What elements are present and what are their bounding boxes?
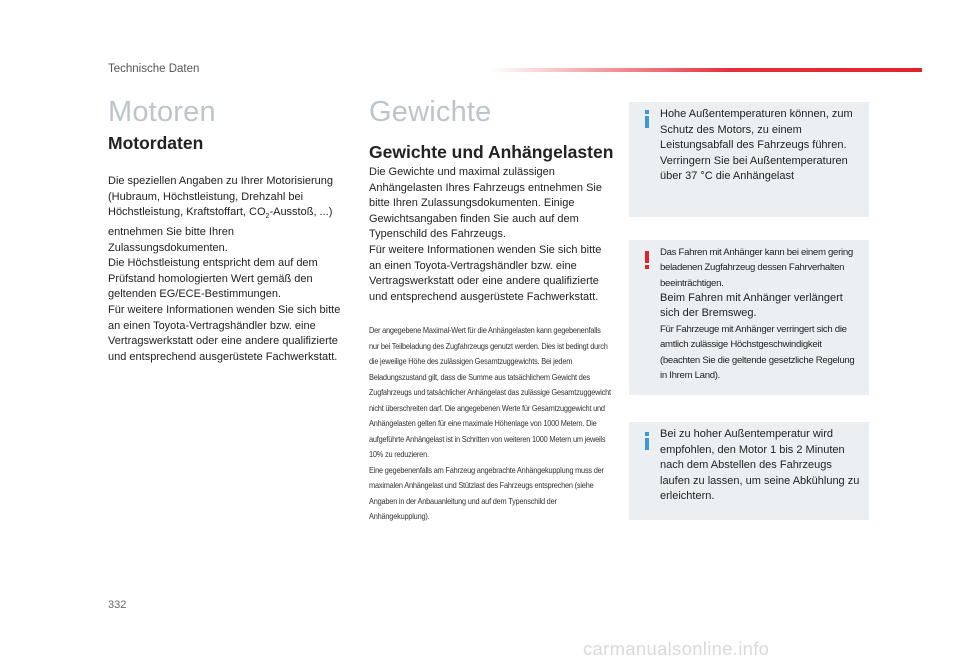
motordaten-heading: Motordaten bbox=[108, 133, 204, 153]
gewichte-para-2: Für weitere Informationen wenden Sie sich bitte an einen Toyota-Vertragshändler bzw. eine Vertragswerkstatt oder eine andere qualifizierte und entsprechend ausgerüstete Fachwerkstatt. bbox=[369, 243, 602, 303]
motordaten-para-2: Die Höchstleistung entspricht dem auf dem Prüfstand homologierten Wert gemäß den geltenden EG/ECE-Bestimmungen. bbox=[108, 257, 318, 301]
warning-icon bbox=[642, 251, 652, 269]
info-box-temperature-content bbox=[660, 107, 861, 185]
gewichte-title: Gewichte bbox=[369, 96, 492, 128]
warning-box-text-1: Das Fahren mit Anhänger kann bei einem gering beladenen Zugfahrzeug dessen Fahrverhalten beeinträchtigen. bbox=[660, 247, 853, 289]
fine-print-para-1: Der angegebene Maximal-Wert für die Anhängelasten kann gegebenenfalls nur bei Teilbeladung des Zugfahrzeugs genutzt werden. Dies ist bedingt durch die jeweilige Höhe des zulässigen Gesamtzuggewichts. Bei jedem Beladungszustand gilt, dass die Summe aus tatsächlichem Gewicht des Zugfahrzeugs und tatsächlicher Anhängelast das zulässige Gesamtzuggewicht nicht überschreiten darf. Die angegebenen Werte für Gesamtzuggewicht und Anhängelasten gelten für eine maximale Höhenlage von 1000 Metern. Die aufgeführte Anhängelast ist in Schritten von weiteren 1000 Metern um jeweils 10% zu reduzieren. bbox=[369, 325, 611, 459]
info-box-temperature-text: Hohe Außentemperaturen können, zum Schutz des Motors, zu einem Leistungsabfall des Fahrzeugs führen. Verringern Sie bei Außentemperaturen über 37 °C die Anhängelast bbox=[660, 108, 853, 183]
warning-box-text-3: Für Fahrzeuge mit Anhänger verringert sich die amtlich zulässige Höchstgeschwindigkeit (beachten Sie die geltende gesetzliche Regelung in Ihrem Land). bbox=[660, 324, 855, 381]
info-box-cooling bbox=[629, 422, 869, 520]
info-box-cooling-content bbox=[660, 427, 861, 505]
co2-subscript: 2 bbox=[265, 213, 270, 221]
warning-box-text-2: Beim Fahren mit Anhänger verlängert sich der Bremsweg. bbox=[660, 291, 843, 320]
gewichte-heading: Gewichte und Anhängelasten bbox=[369, 142, 614, 162]
gewichte-para-1: Die Gewichte und maximal zulässigen Anhängelasten Ihres Fahrzeugs entnehmen Sie bitte Ihren Zulassungsdokumenten. Einige Gewichtsangaben finden Sie auch auf dem Typenschild des Fahrzeugs. bbox=[369, 166, 602, 241]
watermark: carmanualsonline.info bbox=[583, 638, 770, 659]
header-accent-bar bbox=[490, 68, 922, 72]
info-box-temperature bbox=[629, 102, 869, 217]
motoren-title: Motoren bbox=[108, 96, 216, 128]
gewichte-text bbox=[369, 165, 614, 305]
info-box-cooling-text: Bei zu hoher Außentemperatur wird empfohlen, den Motor 1 bis 2 Minuten nach dem Abstellen des Fahrzeugs laufen zu lassen, um seine Abkühlung zu erleichtern. bbox=[660, 428, 860, 503]
gewichte-fine-print bbox=[369, 323, 612, 525]
warning-box-trailer bbox=[629, 240, 869, 395]
motordaten-para-3: Für weitere Informationen wenden Sie sich bitte an einen Toyota-Vertragshändler bzw. eine Vertragswerkstatt oder eine andere qualifizierte und entsprechend ausgerüstete Fachwerkstatt. bbox=[108, 303, 341, 363]
info-icon bbox=[642, 432, 652, 450]
page-number: 332 bbox=[108, 599, 127, 611]
fine-print-para-2: Eine gegebenenfalls am Fahrzeug angebrachte Anhängekupplung muss der maximalen Anhängelast und Stützlast des Fahrzeugs entsprechen (siehe Angaben in der Anbauanleitung und auf dem Typenschild der Anhängekupplung). bbox=[369, 464, 604, 521]
motordaten-para-1: Die speziellen Angaben zu Ihrer Motorisierung (Hubraum, Höchstleistung, Drehzahl bei Höchstleistung, Kraftstoffart, $CO_2$-Ausstoß, ...) entnehmen Sie bitte Ihren Zulassungsdokumenten. bbox=[108, 175, 334, 254]
motordaten-text bbox=[108, 174, 353, 365]
info-icon bbox=[642, 110, 652, 128]
section-label: Technische Daten bbox=[108, 63, 200, 75]
warning-box-trailer-content bbox=[660, 245, 861, 383]
